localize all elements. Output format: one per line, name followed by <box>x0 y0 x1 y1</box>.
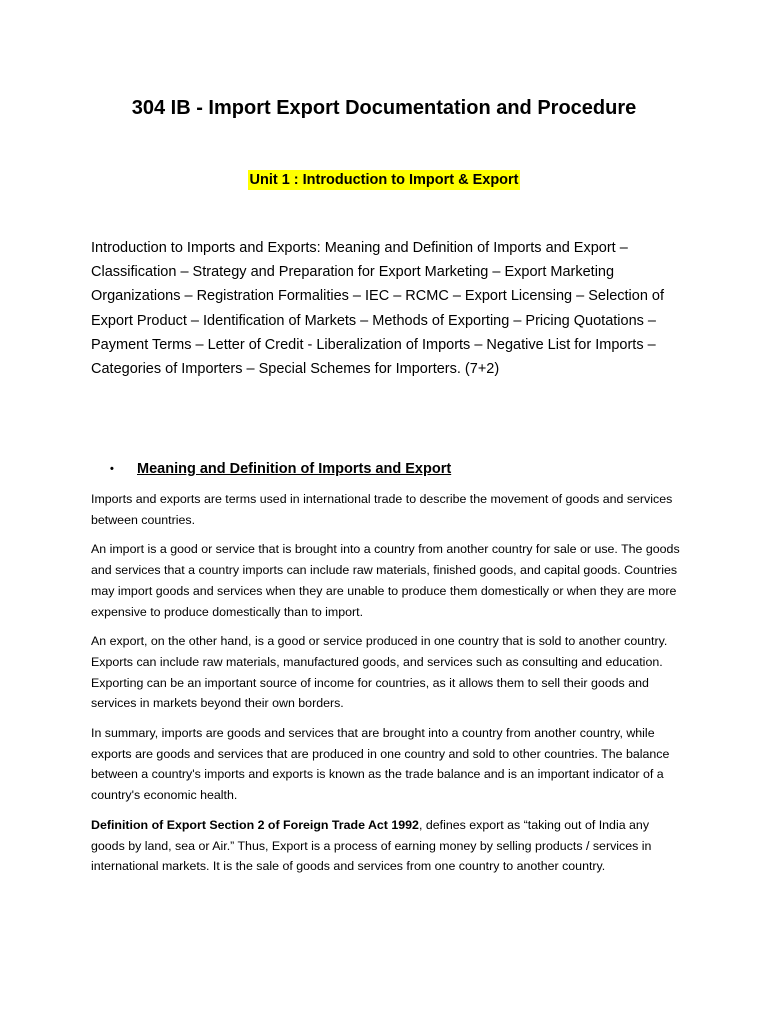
paragraph-summary: In summary, imports are goods and services that are brought into a country from another country, while exports are goods and services that are produced in one country and sold to other countries. The balance between a country's imports and exports is known as the trade balance and is an important indicator of a country's economic health. <box>91 726 670 803</box>
document-title: 304 IB - Import Export Documentation and Procedure <box>131 97 637 119</box>
paragraph-definition <box>91 815 681 877</box>
paragraph-intro: Imports and exports are terms used in international trade to describe the movement of goods and services between countries. <box>91 492 673 527</box>
definition-lead: Definition of Export Section 2 of Foreign Trade Act 1992 <box>91 817 419 832</box>
unit-heading <box>0 170 768 190</box>
unit-heading-highlight: Unit 1 : Introduction to Import & Export <box>249 172 519 188</box>
syllabus-paragraph: Introduction to Imports and Exports: Meaning and Definition of Imports and Export – Classification – Strategy and Preparation for Export Marketing – Export Marketing Organizations – Registration Formalities – IEC – RCMC – Export Licensing – Selection of Export Product – Identification of Markets – Methods of Exporting – Pricing Quotations – Payment Terms – Letter of Credit - Liberalization of Imports – Negative List for Imports – Categories of Importers – Special Schemes for Importers. (7+2) <box>91 240 665 378</box>
section-heading-label: Meaning and Definition of Imports and Export <box>137 461 452 477</box>
definition-text: , defines export as “taking out of India any goods by land, sea or Air.” Thus, Export is a process of earning money by selling products / services in international markets. It is the sale of goods and services from one country to another country. <box>91 817 652 874</box>
body-text <box>91 489 681 886</box>
bullet-icon: • <box>110 463 114 475</box>
paragraph-import: An import is a good or service that is brought into a country from another country for sale or use. The goods and services that a country imports can include raw materials, finished goods, and capital goods. Countries may import goods and services when they are unable to produce them domestically or when they are more expensive to produce domestically than to import. <box>91 542 680 619</box>
paragraph-export: An export, on the other hand, is a good or service produced in one country that is sold to another country. Exports can include raw materials, manufactured goods, and services such as consulting and education. Exporting can be an important source of income for countries, as it allows them to sell their goods and services in markets beyond their own borders. <box>91 634 668 711</box>
